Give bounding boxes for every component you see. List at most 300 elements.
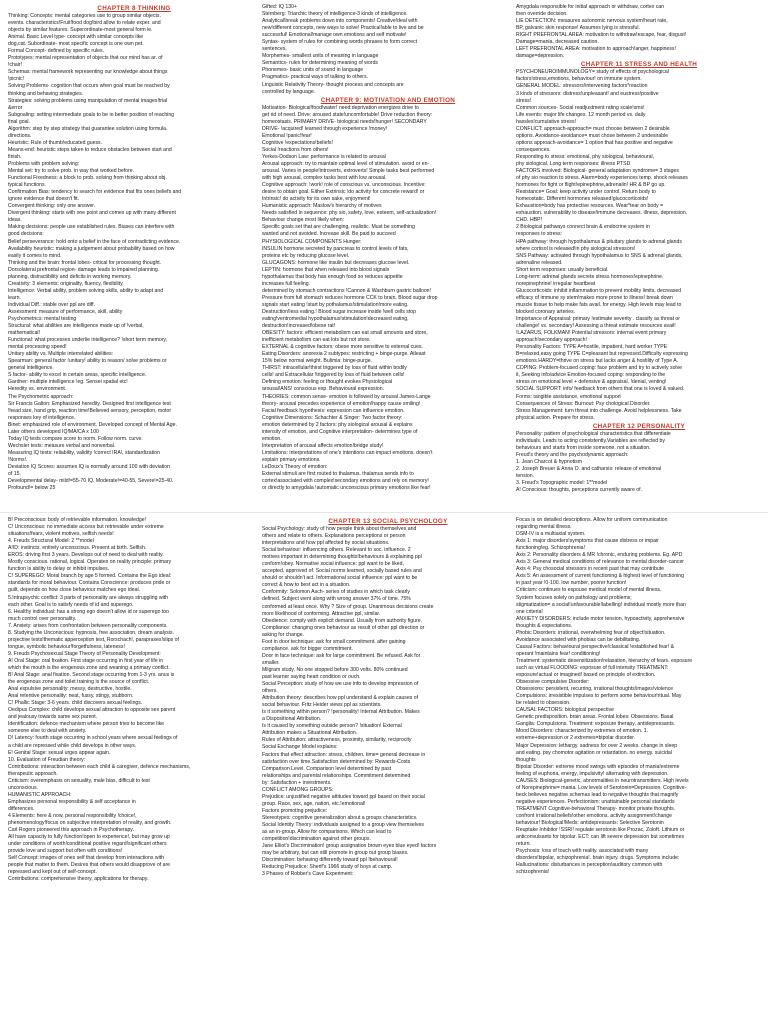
text-line: 3. Freud's Topographic model: 1**model <box>516 480 608 487</box>
text-line: CONFLICT AMONG GROUPS: <box>262 786 334 793</box>
text-line: hypothalamus that body has enough food so reduces appetite <box>262 273 403 280</box>
text-line: LEPTIN: hormone that when released into blood signals <box>262 266 390 273</box>
text-line: Obsessive compulsive Disorder: <box>516 679 590 686</box>
text-line: B=relaxed,easy going TYPE C=pleasant but repressed.Difficulty expressing <box>516 351 688 358</box>
text-line: Morphemes- smallest units of meaning in language <box>262 53 379 60</box>
text-line: unconscious. <box>8 784 39 791</box>
text-line: directions. <box>8 132 32 139</box>
text-line: function is ability to delay or inhibit impulses. <box>8 566 110 573</box>
text-line: eating!ventromedial hypothalamus!stimulation!decreased eating, <box>262 316 409 323</box>
text-line: 4 Elements: here & now, personal responsibility !choice!, <box>8 812 137 819</box>
text-line: !head size, hand grip, reaction time!Believed sensory, perception, motor <box>8 407 172 414</box>
top-column-3 <box>516 4 762 504</box>
text-line: emotion determined by 2 factors: phy siological arousal & explains <box>262 421 413 428</box>
text-line: PHYSIOLOGICAL COMPONENTS Hunger: <box>262 238 362 245</box>
text-line: Humanistic approach: Maslow's hierarchy of motives <box>262 203 382 210</box>
text-line: C! Phallic Stage: 3-6 years. child discovers sexual feelings. <box>8 700 143 707</box>
bottom-column-2 <box>262 517 514 1017</box>
text-line: which the mouth is the erogenous zone and weaning a primary conflict. <box>8 664 170 671</box>
text-line: Motivation- Biological!food!water! need:deprivation energizes drive to <box>262 104 419 111</box>
text-line: cells! and Extracellular !triggered by loss of fluid between cells! <box>262 372 405 379</box>
text-line: beck believes negative schemas lead to negative thoughts that magnify <box>516 791 679 798</box>
text-line: signals start eating !start by pothalamus!stimulation!more eating. <box>262 301 409 308</box>
text-line: factors!stress,emotions, behaviour! on immune system. <box>516 76 642 83</box>
text-line: new!different concepts, new ways to solve! Practical!able to live and be <box>262 25 424 32</box>
text-line: increases full feeling. <box>262 280 311 287</box>
text-line: Creativity: 3 elements: originality, fluency, flexibility. <box>8 280 124 287</box>
text-line: Obedience: comply with explicit demand. Usually from authority figure. <box>262 617 423 624</box>
text-line: Prejudice: unjustified negative attitudes toward ppl based on their social <box>262 793 425 800</box>
text-line: Rules of Attribution: attractiveness, proximity, similarity, reciprocity <box>262 737 412 744</box>
text-line: group. Race, sex, age, nation, etc.!emotional! <box>262 800 366 807</box>
text-line: Yerkes-Dodson Law: performance is related to arousal <box>262 153 386 160</box>
text-line: efficacy of immune sy stem!makes more prone to illness! break down <box>516 294 674 301</box>
text-line: Damage=mania, decreased caution. <box>516 39 599 46</box>
text-line: events. characteristics!Fruit!food dog!bird allow to relate exper. and <box>8 20 161 27</box>
text-line: OBESITY: factors: efficient metabolism can eat small amounts and store, <box>262 330 428 337</box>
text-line: of 15. <box>8 471 21 478</box>
text-line: feeling of euphoria, energy, impulsivity! alternating with depression. <box>516 770 669 777</box>
text-block <box>8 517 260 883</box>
text-line: Assessment: measure of performance, skill, ability <box>8 308 123 315</box>
text-line: approach!secondary approach! <box>516 337 587 344</box>
text-line: Genetic predisposition. brain areas. Frontal lobes: Obsessions. Basal <box>516 714 674 721</box>
text-line: Amygdala responsible for initial approach or withdraw, cortex can <box>516 4 665 10</box>
text-line: a Dispositional Attribution. <box>262 716 322 723</box>
text-block <box>8 13 260 492</box>
text-line: Animal. Basic Level type- concept with similar concepts like <box>8 34 144 41</box>
text-line: disorders!bipolar, schizophrenia!. brain injury. drugs. Symptoms include: <box>516 855 680 862</box>
text-line: System focuses solely on pathology and problems; <box>516 594 632 601</box>
text-line: the erogenous zone and toilet training is the source of conflict. <box>8 679 150 686</box>
text-line: Needs satisfied in sequence: phy sio, safety, love, esteem, self-actualization! <box>262 210 437 217</box>
text-line: Common sources- Social readjustment rating scale!sms! <box>516 104 645 111</box>
text-block <box>516 517 762 876</box>
bottom-column-3 <box>516 517 762 1017</box>
text-line: controlled by language. <box>262 88 316 95</box>
text-line: competition!discrimination against other groups. <box>262 836 371 843</box>
text-line: Profound!= below 25 <box>8 485 56 492</box>
text-line: Stereotypes: cognitive generalization about a groups characteristics. <box>262 814 418 821</box>
text-line: 6. Healthy individual: has a strong ego doesn't allow id or superego too <box>8 608 170 615</box>
text-line: sentences. <box>262 46 287 53</box>
text-line: Structural: what abilities are intelligence made up of !verbal, <box>8 323 144 330</box>
text-line: Availability heuristic: making a judgement about probability based on how <box>8 245 175 252</box>
chapter-13-heading: CHAPTER 13 SOCIAL PSYCHOLOGY <box>328 518 448 525</box>
text-line: conform!obey. Normative social influence: ppl want to be liked, <box>262 561 404 568</box>
text-line: Consequences of Stress: Burnout: Psy chological Disorder. <box>516 400 651 407</box>
text-line: Door in face technique: ask for large commitment. Be refused. Ask for <box>262 652 421 659</box>
text-line: learn. <box>8 294 21 301</box>
text-line: Binet: emphasized role of environment. Developed concept of Mental Age. <box>8 421 177 428</box>
text-line: Attribution makes a Situational Attribution. <box>262 730 358 737</box>
text-line: Glucocorticoids: inhibit inflammation to prevent mobility limits. decreased <box>516 287 682 294</box>
text-line: Functional Fixedness: a block to prob. solving from thinking about obj. <box>8 175 167 182</box>
text-line: homeostasis. PRIMARY DRIVE- biological needs!hunger! SECONDARY <box>262 118 427 125</box>
text-line: Oedipus Complex: child develops sexual attraction to opposite sex parent <box>8 707 176 714</box>
text-line: stress on emotional level + defensive & appraisal. !denial, venting! <box>516 379 667 386</box>
text-line: Forms: tangible assistance, emotional support <box>516 393 621 400</box>
text-line: Cognitive Dimensions: Schachter & Singer: Two factor theory: <box>262 414 403 421</box>
text-line: A! Oral Stage: oral fixation. First stage occurring in first year of life in <box>8 657 164 664</box>
text-line: Semantics- rules for determining meaning of words <box>262 60 379 67</box>
text-line: Contributions: interaction between each child & caregiver, defence mechanisms, <box>8 763 191 770</box>
text-line: Emotional !panic!fear! <box>262 132 312 139</box>
text-line: Thinking: Concepts: mental categories use to group similar objects. <box>8 13 161 19</box>
text-line: Focus is on detailed descriptions. Allow for uniform communication <box>516 517 668 523</box>
text-line: Compliance: changing ones behaviour as result of other ppl direction or <box>262 624 425 631</box>
text-line: asking for change. <box>262 631 305 638</box>
text-line: as an in-group. Allow for comparisons. Which can lead to <box>262 829 392 836</box>
text-line: provide love and support but often with conditions! <box>8 848 123 855</box>
text-line: by: Satisfaction + investments. <box>262 779 332 786</box>
text-line: objects by similar features. Superordinate-most general form ie. <box>8 27 153 34</box>
text-line: final goal. <box>8 118 31 125</box>
text-line: Gifted: IQ 130+ <box>262 4 298 10</box>
text-line: wanted and not avoided. Increase skill. Be paid to succeed <box>262 231 396 238</box>
text-line: or directly to amygdala !automatic unconscious primary emotions like fear! <box>262 485 431 492</box>
text-line: Avoidance associated with phobias can be debilitating. <box>516 636 641 643</box>
text-line: Behaviour change most likely when: <box>262 217 345 224</box>
text-line: then override decision. <box>516 11 568 18</box>
text-line: damage=depression. <box>516 53 565 60</box>
text-line: &error <box>8 104 23 111</box>
text-line: Treatment: systematic desensitization!relaxation, hierarchy of fears. exposure <box>516 657 693 664</box>
text-line: conformed at least once. Why ? Size of group. Unanimous decisions create <box>262 603 434 610</box>
text-line: Axis 1: major disorders!symptoms that cause distress or impair <box>516 538 659 545</box>
text-line: explain primary emotions. <box>262 456 321 463</box>
text-line: B! Preconscious: body of retrievable information. knowledge! <box>8 517 147 523</box>
text-line: Ganglia: Compulsions. Treatment: exposure therapy, antidepressants. <box>516 721 676 728</box>
text-line: SNS Pathway: activated through hypothalamus to SNS & adrenal glands, <box>516 252 683 259</box>
text-line: may be arbitrary, but can still promote in group out group biases. <box>262 850 409 857</box>
text-line: operant !maintains fear! conditioning! <box>516 650 601 657</box>
text-line: Major Depression: lethargy. sadness for over 2 weeks. change in sleep <box>516 742 678 749</box>
text-line: DSM-IV is a multiaxial system. <box>516 531 586 538</box>
text-line: Milgram study. No one stopped before 300 volts. 80% continued <box>262 666 408 673</box>
text-line: Heredity vs. environment. <box>8 386 67 393</box>
text-line: Life events: major life changes. 12 month period vs. daily <box>516 111 646 118</box>
text-line: anticonvulsants for bipolar. ECT: can lift severe depression but sometimes <box>516 834 685 841</box>
text-line: 3 kinds of stressors: distress!unpleasant! and eustress!positive <box>516 90 659 97</box>
text-line: Anal expulsive personality: messy, destructive, hostile. <box>8 686 132 693</box>
text-line: stigmatization= a social!unfavourable!labelling! individual mostly more than <box>516 601 686 608</box>
text-line: Attribution theory: describes how ppl understand & explain causes of <box>262 695 419 702</box>
text-line: Axis 5: An assessment of current functioning & highest level of functioning <box>516 573 685 580</box>
text-line: Social behaviour: influencing others. Relevant to soc. influence. 2 <box>262 547 411 554</box>
text-line: Criticism: overemphasis on sexuality, male bias, difficult to test <box>8 777 150 784</box>
text-line: Responding to stress: emotional, phy siological, behavioural, <box>516 153 655 160</box>
text-line: HUMANISTIC APPROACH: <box>8 791 72 798</box>
text-line: CONFLICT: approach-approach= must choose between 2 desirable <box>516 125 670 132</box>
text-line: Phobic Disorders: irrational, overwhelming fear of object!situation. <box>516 629 666 636</box>
text-line: Subgoaling: setting intermediate goals to be in better position of reaching <box>8 111 175 118</box>
text-line: Axis 3: General medical conditions of relevance to mental disorder-cancer <box>516 559 685 566</box>
text-line: 3 Phases of Robber's Cave Experiment: <box>262 871 354 878</box>
text-line: dog,cat. Subordinate- most specific concept is one own pet. <box>8 41 144 48</box>
text-line: TREATMENT Cognitive-behavioral Therapy- monitor private thoughts. <box>516 805 676 812</box>
text-line: proteins etc by reducing glucose level. <box>262 252 350 259</box>
text-line: compliance. ask for bigger commitment. <box>262 645 353 652</box>
text-line: ideas. <box>8 217 22 224</box>
text-line: Heuristic: Rule of thumb!educated guess. <box>8 139 103 146</box>
text-line: External stimuli are first routed to thalamus. thalamus sends info to <box>262 471 414 478</box>
text-line: Cognitive !expectations!beliefs! <box>262 139 333 146</box>
text-block <box>262 4 514 96</box>
bottom-column-1 <box>8 517 260 1017</box>
text-line: Long-term: adrenal glands secrete stress hormones!epinephrine. <box>516 273 664 280</box>
text-line: blocked coronary arteries. <box>516 308 576 315</box>
text-line: under conditions of worth!conditional positive regard!significant others <box>8 841 167 848</box>
text-line: standards for moral behaviour. Contains Conscience: produces pride or <box>8 580 171 587</box>
text-line: return. <box>516 841 531 848</box>
text-line: 1. Jean Charcot & hypnotism <box>516 458 583 465</box>
text-block <box>516 69 762 421</box>
text-line: Mostly conscious. rational, logical. Operates on reality principle: primary <box>8 559 172 566</box>
text-line: people that matter to them. Desires that others would disapprove of are <box>8 862 171 869</box>
text-line: 7. Anxiety: arises from confrontation between personality components. <box>8 622 168 629</box>
text-line: GENERAL MODEL: stressors!intervening factors*reaction <box>516 83 648 90</box>
text-line: ignore evidence that doesn't fit. <box>8 196 79 203</box>
chapter-12-heading: CHAPTER 12 PERSONALITY <box>592 422 686 430</box>
text-line: of Norepinephrine= mania. Low levels of Serotonin=Depression. Cognitive- <box>516 784 687 791</box>
text-line: Making decisions: people use established rules. Biases can interfere with <box>8 224 175 231</box>
text-line: Intrinsic! do activity for its own sake, enjoyment! <box>262 196 371 203</box>
text-line: 9. Freuds Psychosexual Stage Theory of Personality Development: <box>8 650 161 657</box>
text-line: COPING: Problem-focused coping: face problem and try to actively solve <box>516 365 683 372</box>
text-line: 4. Freuds Structural Model: 2 **model <box>8 538 94 545</box>
text-line: SOCIAL SUPPORT: info/ feedback from others that one is loved & valued. <box>516 386 685 393</box>
text-line: The Psychometric approach: <box>8 393 74 400</box>
text-line: Social !reactions from others! <box>262 146 329 153</box>
text-line: Contributions: comprehensive theory, applications for therapy. <box>8 876 149 883</box>
text-line: responses to stress: <box>516 231 562 238</box>
text-line: !picnic! <box>8 76 24 83</box>
text-line: behaviour! Biological!Meds: antidepressants: Selective Serotonin <box>516 820 664 827</box>
text-line: homeostatic. Different hormones released!glucocorticoids! <box>516 196 649 203</box>
text-line: Specific goals set that are challenging, realistic. Must be something <box>262 224 415 231</box>
text-line: Today IQ tests compare score to norm. Follow norm. curve. <box>8 435 143 442</box>
text-block <box>262 526 514 878</box>
text-line: where cortisol is released!in phy siological stressors! <box>516 245 636 252</box>
text-line: LEFT PREFRONTAL AREA: motivation to approach!anger, happiness! <box>516 46 676 53</box>
text-line: Analytical!break problems down into components! Creative!deal with <box>262 18 418 25</box>
text-line: RIGHT PREFRONTAL AREA: motivation to withdraw!escape, fear, disgust! <box>516 32 687 39</box>
text-line: Importance of Appraisal: primary !estimate severity . classify as threat or <box>516 316 680 323</box>
text-line: Thinking and the brain: frontal lobes- critical for processing thought. <box>8 259 162 266</box>
text-line: Gardner: multiple intelligence !eg. Sensei spatial etc! <box>8 379 128 386</box>
chapter-9-heading: CHAPTER 9: MOTIVATION AND EMOTION <box>320 96 456 104</box>
text-line: !chair! <box>8 62 22 69</box>
text-line: relationships and parental relationships. Commitment determined <box>262 772 411 779</box>
text-line: it, Seeking info/advice Emotion-focused coping: responding to the <box>516 372 666 379</box>
text-line: Solving Problems- cognition that occurs when goal must be reached by <box>8 83 170 90</box>
text-line: A!ID: instincts. entirely unconscious. Present at birth. Selfish. <box>8 545 147 552</box>
text-line: FACTORS involved: Biological- general adaptation syndrome= 3 stages <box>516 168 679 175</box>
text-line: Foot in door technique: ask for small commitment. after gaining <box>262 638 406 645</box>
text-line: smaller. <box>262 659 280 666</box>
text-line: tension. <box>516 473 535 479</box>
text-line: exhaustion. vulnerability to disease!immune decreases. illness, depression. <box>516 210 688 217</box>
text-line: Resistance= Goal: keep activity under control. Return body to <box>516 189 656 196</box>
text-line: Schemas: mental framework representing our knowledge about things <box>8 69 168 76</box>
text-line: should or shouldn't act. Informational social influence: ppl want to be <box>262 575 418 582</box>
text-line: Hallucinations: disturbances in perception!auditory common with <box>516 862 663 869</box>
text-line: responses key of intelligence. <box>8 414 76 421</box>
text-line: mental processing speed! <box>8 344 67 351</box>
text-line: tongue, symbolic behaviour!forgetfulness, lateness! <box>8 643 125 650</box>
text-line: muscle tissue to help make fats avail. for energy. High levels may lead to <box>516 301 682 308</box>
text-line: Limitations: interpretations of one's intentions can impact emotions. doesn't <box>262 449 433 456</box>
text-line: be related to obsession. <box>516 700 571 707</box>
text-line: extreme+depression or 2 extremes=bipolar disorder. <box>516 735 636 742</box>
text-line: desire to obtain goal. Either Extrinsic !do activity for concrete reward! or <box>262 189 425 196</box>
text-line: 8. Studying the Unconscious: hypnosis, free association, dream analysis. <box>8 629 175 636</box>
text-line: EROS: driving first 3 years. Develops out of need to deal with reality. <box>8 552 164 559</box>
text-line: intensity of emotion, and Cognitive interpretation- determines type of <box>262 428 418 435</box>
text-line: Deviation IQ Scores: assumes IQ is normally around 100 with deviation <box>8 464 171 470</box>
text-line: Social Exchange Model explains: <box>262 744 338 751</box>
text-line: THEORIES: common sense- emotion is followed by arousal James-Lange <box>262 393 431 400</box>
text-line: C! SUPEREGO: Moral branch by age 5 formed. Contains the Ego ideal: <box>8 573 172 580</box>
text-line: guilt, depends on how close behaviour matches ego ideal. <box>8 587 141 594</box>
text-line: emotions.HARDY=thrive on stress but lacks anger & hostility of Type A. <box>516 358 679 365</box>
text-line: of phy sio reaction to stress. Alarm=body experiences temp. shock releases <box>516 175 688 182</box>
text-line: Linguistic Relativity Theory- thought process and concepts are <box>262 81 404 88</box>
text-line: emotion. <box>262 435 282 442</box>
text-line: stress! <box>516 97 532 104</box>
text-line: adrenaline released. <box>516 259 563 266</box>
text-line: 10. Evaluation of Freudian theory: <box>8 756 86 763</box>
text-line: Axis 4: Psy chosocial stressors in recent past that may contribute <box>516 566 664 573</box>
text-line: Prototypes: mental representation of objects that our mind has ar. of <box>8 55 163 62</box>
text-line: CHD. HBP! <box>516 217 542 224</box>
text-line: behaviours and starts from inside someone. not a situation. <box>516 444 651 451</box>
text-line: Developmental delay- mild!=55-70 IQ. Moderate!=40-55, Severe!=25-40. <box>8 478 174 485</box>
text-line: Pressure from full stomach reduces hormone CCK to brain. Blood sugar drop <box>262 294 438 301</box>
text-line: EXTERNAL & cognitive factors: obese more sensitive to external cues. <box>262 344 423 351</box>
text-line: Psychometrics: mental testing <box>8 316 77 323</box>
text-line: hassles!cumulative stress! <box>516 118 576 125</box>
text-line: Destruction!less eating.! Blood sugar increase inside !well cells stop <box>262 308 417 315</box>
text-line: INSULIN hormone secreted by pancreas to control levels of fats, <box>262 245 409 252</box>
text-line: Social Perception: study of how we use info to develop impression of <box>262 681 419 688</box>
text-line: Sternberg: Triarchic theory of intelligence-3 kinds of intelligence. <box>262 11 408 18</box>
text-line: Criticism: continues to espouse medical model of mental illness. <box>516 587 662 594</box>
text-line: Phonemes- basic units of sound in language <box>262 67 364 74</box>
text-line: CAUSES: Biological-genetic, abnormalities in neurotransmitters. High levels <box>516 777 689 784</box>
text-line: PSYCHONEUROIMMUNOLOGY= study of effects of psychological <box>516 69 669 76</box>
text-line: good decisions: <box>8 231 44 238</box>
text-line: regarding mental illness. <box>516 524 572 531</box>
text-line: finish. <box>8 153 22 160</box>
text-line: determined by stomach contractions !Cannon & Washburn gastric balloon! <box>262 287 431 294</box>
text-line: Social Identity Theory: individuals assigned to a group view themselves <box>262 821 424 828</box>
text-line: and jealousy towards same sex parent. <box>8 714 98 721</box>
text-line: Carl Rogers pioneered this approach in Psychotherapy. <box>8 827 134 834</box>
text-line: HPA pathway: through hypothalamus & pituitary glands to adrenal glands <box>516 238 682 245</box>
text-line: confront irrational beliefs!other emotions. activity assignment!change <box>516 812 673 819</box>
text-line: Factors that effect attraction: stress, children. time= general decrease in <box>262 751 426 758</box>
text-line: arousal!ANS! conscious exp. Behavioural expression. <box>262 386 385 393</box>
text-line: Personality Factors: TYPE A=hostile, impatient, hard worker TYPE <box>516 344 668 351</box>
text-block <box>516 4 762 60</box>
text-line: B! Anal Stage: anal fixation. Second stage occurring from 1-3 yrs. anus is <box>8 672 175 679</box>
text-line: 2. Joseph Breuer & Anna O. and catharsis: release of emotional <box>516 465 662 472</box>
text-line: Conformity: Solomon Asch- series of studies in which task clearly <box>262 589 410 596</box>
text-line: Belief perseverance: hold onto a belief in the face of contradicting evidence. <box>8 238 181 245</box>
text-line: Bipolar Disorder: extreme mood swings with episodes of mania!extreme <box>516 763 680 770</box>
text-line: others. <box>262 688 278 695</box>
text-line: THIRST: intracellular!thirst triggered by loss of fluid within bodily <box>262 365 407 372</box>
text-line: challenge! vs. secondary! Assessing a threat estimate resources avail! <box>516 323 676 330</box>
text-line: Cognitive approach: !work! role of conscious vs. unconscious. Incentive: <box>262 182 426 189</box>
text-line: arousal. Varies in people!introverts, extroverts! Simple tasks best performed <box>262 168 435 175</box>
text-line: 15% below normal weight. Bulimia: binge-purge. <box>262 358 373 365</box>
text-line: Discrimination: behaving differently toward ppl !behavioural! <box>262 857 398 864</box>
text-line: Wechsler tests: measure verbal and nonverbal. <box>8 442 116 449</box>
text-block <box>262 105 514 493</box>
text-line: Short term responses: usually beneficial. <box>516 266 609 273</box>
text-line: CAUSAL FACTORS: biological perspective <box>516 707 614 714</box>
text-line: Factors promoting prejudice: <box>262 807 328 814</box>
text-line: Convergent thinking: only one answer. <box>8 203 96 210</box>
text-line: much control over personality. <box>8 615 77 622</box>
text-line: Anal retentive personality: neat, fussy, stingy, stubborn. <box>8 693 134 700</box>
text-line: and eating. psy chomotor agitation or retardation. no energy. suicidal <box>516 749 672 756</box>
text-line: norepinephrine! irregular heartbeat <box>516 280 596 287</box>
text-line: Individual Diff.: stable over ppl are diff. <box>8 301 95 308</box>
text-line: differences. <box>8 805 35 812</box>
text-line: Problems with problem solving: <box>8 160 80 167</box>
text-line: LeDoux's Theory of emotion: <box>262 464 328 470</box>
text-line: successful! Emotional!manage own emotions and self motivate! <box>262 32 407 39</box>
text-line: Later others developed IQ!MA/CA x 100 <box>8 428 99 435</box>
text-line: Defining emotion: feeling or thought evokes Physiological <box>262 379 393 386</box>
text-line: Divergent thinking: starts with one point and comes up with many different <box>8 210 176 217</box>
text-line: Sir Francis Galton: Emphasized heredity. Designed first intelligence test <box>8 400 171 407</box>
text-line: Arousal approach: try to maintain optimal level of stimulation. avoid or en- <box>262 160 430 167</box>
text-line: past learner saying heart condition or ouch. <box>262 673 361 680</box>
text-line: 2 Biological pathways connect brain & endocrine system in <box>516 224 650 231</box>
text-line: Unitary ability vs. Multiple interrelated abilities: <box>8 351 114 358</box>
bottom-page <box>0 512 768 1024</box>
text-line: options. Avoidance-avoidance= must chose between 2 undesirable <box>516 132 669 139</box>
text-line: Intelligence: Verbal ability, problem solving skills, ability to adapt and <box>8 287 164 294</box>
text-line: thoughts & expectations. <box>516 622 573 629</box>
text-line: destruction!increased!obese rat! <box>262 323 336 330</box>
text-line: All have capacity to fully function!open to experience!, but may grow up <box>8 834 170 841</box>
text-line: Syntax- system of rules for combining words phrases to form correct <box>262 39 418 46</box>
text-line: exposure!actual or imagined! based on principle of extinction. <box>516 672 656 679</box>
text-line: Freud's theory and the psychodynamic approach: <box>516 451 629 458</box>
text-line: motives important in determining thoughts!behaviours & explaining ppl <box>262 554 422 561</box>
text-line: GLUCAGONS: hormone like insulin but decreases glucose level. <box>262 259 410 266</box>
text-line: functioning!eg. Schizophrenia! <box>516 545 585 552</box>
text-line: Is it caused by something outside person? !situation! External <box>262 723 402 730</box>
text-line: typical functions. <box>8 182 47 189</box>
text-line: !Norms!. <box>8 456 28 463</box>
text-line: Compulsions: irresistible impulses to perform some behaviour!ritual. May <box>516 693 682 700</box>
text-line: Psychosis: loss of touch with reality. associated with many <box>516 848 649 855</box>
text-line: accepted, approved of. Social norms learned, socially based rules and <box>262 568 422 575</box>
text-line: satisfaction over time.Satisfaction determined by: Rewards-Costs <box>262 758 411 765</box>
text-line: Algorithm: step by step strategy that guarantee solution using formula. <box>8 125 168 132</box>
text-line: negative experiences. Perfectionism: unattainable personal standards <box>516 798 675 805</box>
text-line: Self Concept: images of ones self that develop from interactions with <box>8 855 165 862</box>
text-line: cortex!associated with complex!secondary emotions and rely on memory! <box>262 478 429 485</box>
text-line: Spearman: general factor !unitary! ability to reason/ solve problems or <box>8 358 167 365</box>
